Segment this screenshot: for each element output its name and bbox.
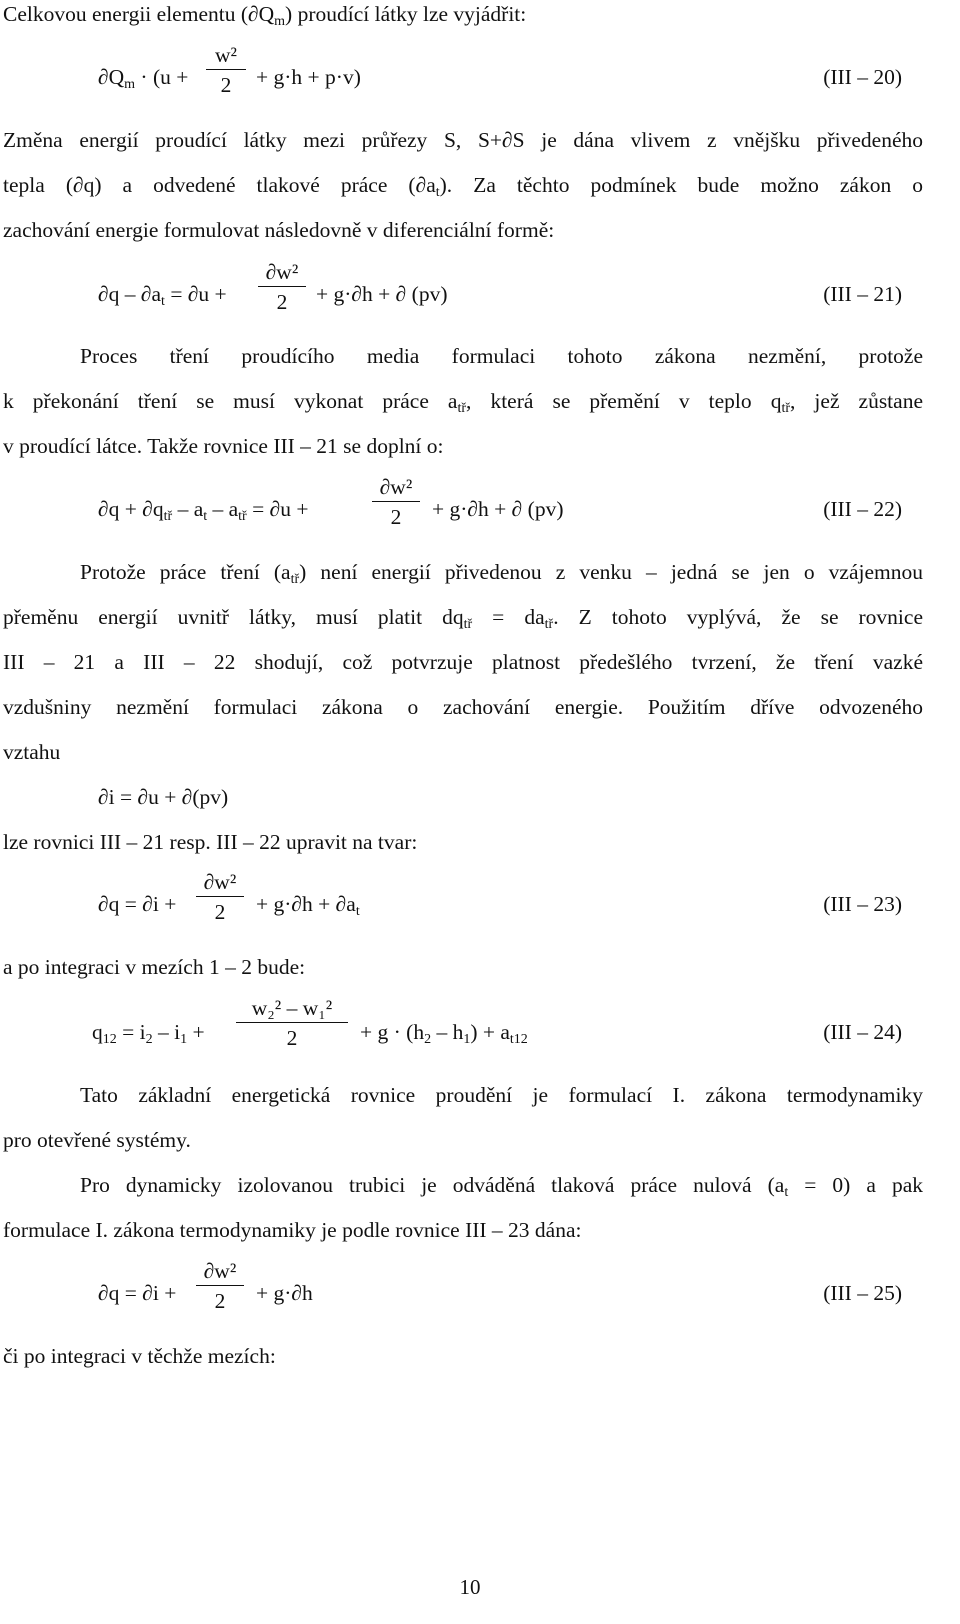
fraction	[372, 476, 420, 529]
text-span: , která se přemění v teplo q	[466, 389, 782, 413]
numerator: w₂² – w₁²	[236, 997, 348, 1023]
equation-right	[256, 892, 360, 919]
text-span: ) není energií přivedenou z venku – jedná se jen o vzájemnou	[299, 560, 923, 584]
text-line: v proudící látce. Takže rovnice III – 21 se doplní o:	[3, 434, 444, 458]
text-span: = i	[116, 1020, 146, 1044]
text-span: tepla (∂q) a odvedené tlakové práce (∂a	[3, 173, 436, 197]
equation-left	[92, 1020, 205, 1047]
subscript: 1	[463, 1032, 471, 1047]
text-line: a po integraci v mezích 1 – 2 bude:	[3, 955, 306, 979]
text-span: + g · (h	[360, 1020, 425, 1044]
text-line	[3, 173, 923, 200]
text-span: ). Za těchto podmínek bude možno zákon o	[439, 173, 923, 197]
text-span: = 0) a pak	[788, 1173, 923, 1197]
subscript: tř	[457, 401, 467, 416]
equation-left	[98, 65, 189, 92]
text-span: – i	[152, 1020, 181, 1044]
text-line: vzdušniny nezmění formulaci zákona o zachování energie. Použitím dříve odvozeného	[3, 695, 923, 719]
fraction	[258, 261, 306, 314]
text-span: ) proudící látky lze vyjádřit:	[285, 2, 527, 26]
equation-number: (III – 21)	[823, 282, 902, 306]
equation-left	[98, 282, 227, 309]
equation-right: + g·∂h + ∂ (pv)	[316, 282, 448, 306]
equation-number: (III – 25)	[823, 1281, 902, 1305]
text-span: – h	[431, 1020, 464, 1044]
text-span: – a	[172, 497, 204, 521]
equation-enthalpy: ∂i = ∂u + ∂(pv)	[98, 785, 229, 809]
numerator: ∂w²	[196, 1260, 244, 1286]
text-line	[3, 2, 923, 29]
fraction	[196, 1260, 244, 1313]
text-line: Tato základní energetická rovnice proudění je formulací I. zákona termodynamiky	[80, 1083, 923, 1107]
denominator: 2	[390, 505, 402, 529]
text-line: lze rovnici III – 21 resp. III – 22 upravit na tvar:	[3, 830, 418, 854]
subscript: t	[355, 904, 360, 919]
equation-number: (III – 20)	[823, 65, 902, 89]
text-span: Pro dynamicky izolovanou trubici je odváděná tlaková práce nulová (a	[80, 1173, 785, 1197]
text-line	[80, 1173, 923, 1200]
numerator: w²	[206, 44, 246, 70]
equation-left	[98, 497, 309, 524]
equation-right	[360, 1020, 528, 1047]
subscript: tř	[463, 617, 473, 632]
numerator: ∂w²	[372, 476, 420, 502]
equation-number: (III – 23)	[823, 892, 902, 916]
text-span: – a	[207, 497, 239, 521]
text-span: ) + a	[470, 1020, 510, 1044]
equation-number: (III – 24)	[823, 1020, 902, 1044]
denominator: 2	[286, 1026, 298, 1050]
text-span: +	[187, 1020, 205, 1044]
text-span: ∂Q	[98, 65, 125, 89]
text-span: přeměnu energií uvnitř látky, musí platit dq	[3, 605, 464, 629]
subscript: m	[124, 77, 136, 92]
text-line: Změna energií proudící látky mezi průřezy S, S+∂S je dána vlivem z vnějšku přivedeného	[3, 128, 923, 152]
text-span: Protože práce tření (a	[80, 560, 291, 584]
text-line: zachování energie formulovat následovně v diferenciální formě:	[3, 218, 555, 242]
subscript: 2	[424, 1032, 432, 1047]
text-span: , jež zůstane	[790, 389, 923, 413]
subscript: t	[784, 1185, 789, 1200]
denominator: 2	[214, 1289, 226, 1313]
text-span: k překonání tření se musí vykonat práce a	[3, 389, 458, 413]
subscript: t	[435, 185, 440, 200]
equation-number: (III – 22)	[823, 497, 902, 521]
equation-right: + g·∂h + ∂ (pv)	[432, 497, 564, 521]
denominator: 2	[276, 290, 288, 314]
equation-left: ∂q = ∂i +	[98, 892, 177, 916]
text-span: q	[92, 1020, 103, 1044]
text-span: ∂q – ∂a	[98, 282, 162, 306]
subscript: tř	[544, 617, 554, 632]
subscript: 12	[102, 1032, 117, 1047]
text-line: vztahu	[3, 740, 61, 764]
subscript: 2	[145, 1032, 153, 1047]
subscript: tř	[781, 401, 791, 416]
fraction	[206, 44, 246, 97]
text-span: = ∂u +	[246, 497, 309, 521]
subscript: 1	[180, 1032, 188, 1047]
text-span: Celkovou energii elementu (∂Q	[3, 2, 275, 26]
fraction	[236, 997, 348, 1050]
text-line: či po integraci v těchže mezích:	[3, 1344, 276, 1368]
text-line: formulace I. zákona termodynamiky je podle rovnice III – 23 dána:	[3, 1218, 582, 1242]
numerator: ∂w²	[196, 871, 244, 897]
subscript: tř	[163, 509, 173, 524]
subscript: tř	[238, 509, 247, 524]
text-span: . Z tohoto vyplývá, že se rovnice	[553, 605, 923, 629]
subscript: t	[203, 509, 208, 524]
numerator: ∂w²	[258, 261, 306, 287]
text-span: · (u +	[135, 65, 189, 89]
text-line: pro otevřené systémy.	[3, 1128, 191, 1152]
text-line	[3, 389, 923, 416]
text-span: = ∂u +	[164, 282, 227, 306]
subscript: m	[274, 14, 286, 29]
subscript: t	[161, 294, 165, 309]
page-number: 10	[459, 1575, 481, 1599]
equation-right: + g·h + p·v)	[256, 65, 361, 89]
denominator: 2	[214, 900, 226, 924]
fraction	[196, 871, 244, 924]
denominator: 2	[220, 73, 232, 97]
equation-left: ∂q = ∂i +	[98, 1281, 177, 1305]
text-span: + g·∂h + ∂a	[256, 892, 356, 916]
subscript: tř	[290, 572, 300, 587]
text-span: = da	[472, 605, 545, 629]
equation-right: + g·∂h	[256, 1281, 313, 1305]
text-line: Proces tření proudícího media formulaci tohoto zákona nezmění, protože	[80, 344, 923, 368]
text-line	[80, 560, 923, 587]
text-span: ∂q + ∂q	[98, 497, 164, 521]
subscript: t12	[509, 1032, 528, 1047]
text-line: III – 21 a III – 22 shodují, což potvrzuje platnost předešlého tvrzení, že tření vazké	[3, 650, 923, 674]
text-line	[3, 605, 923, 632]
